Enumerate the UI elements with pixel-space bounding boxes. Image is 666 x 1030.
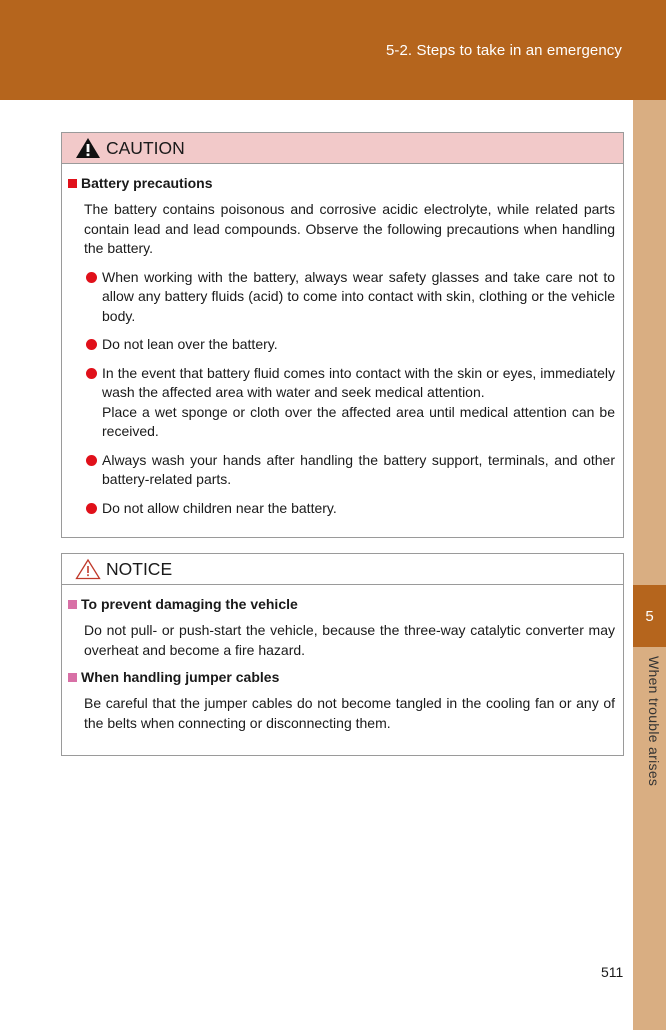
bullet-dot-icon	[86, 339, 97, 350]
bullet-dot-icon	[86, 503, 97, 514]
pink-square-icon	[68, 600, 77, 609]
bullet-text: When working with the battery, always wear safety glasses and take care not to allow any battery fluids (acid) to come into contact with skin, clothing or the vehicle body.	[102, 268, 615, 324]
warning-triangle-filled-icon	[75, 137, 101, 159]
section-title-text: When handling jumper cables	[81, 669, 280, 685]
page-header	[0, 0, 666, 100]
notice-heading: NOTICE	[106, 558, 173, 579]
battery-intro-paragraph: The battery contains poisonous and corrosive acidic electrolyte, while related parts contain lead and lead compounds. Observe the following precautions when handling the battery.	[84, 201, 615, 256]
bullet-text: Always wash your hands after handling the battery support, terminals, and other battery-related parts.	[102, 451, 615, 487]
section-breadcrumb: 5-2. Steps to take in an emergency	[385, 42, 622, 59]
notice-paragraph: Be careful that the jumper cables do not become tangled in the cooling fan or any of the belts when connecting or disconnecting them.	[84, 695, 615, 731]
notice-section-title	[68, 669, 623, 685]
battery-precautions-title	[68, 175, 623, 191]
bullet-dot-icon	[86, 368, 97, 379]
bullet-text: In the event that battery fluid comes into contact with the skin or eyes, immediately wash the affected area with water and seek medical attention.	[102, 364, 615, 400]
bullet-item	[68, 268, 623, 327]
notice-section-title	[68, 596, 623, 612]
bullet-text-continued: Place a wet sponge or cloth over the affected area until medical attention can be received.	[102, 403, 615, 439]
caution-header	[62, 133, 623, 164]
bullet-item	[68, 499, 623, 519]
caution-heading: CAUTION	[106, 137, 185, 158]
chapter-title: When trouble arises	[646, 656, 662, 787]
warning-triangle-outline-icon	[75, 558, 101, 580]
notice-body	[62, 585, 623, 733]
red-square-icon	[68, 179, 77, 188]
page-number: 511	[601, 964, 624, 980]
bullet-item	[68, 335, 623, 355]
caution-body	[62, 164, 623, 518]
bullet-text: Do not allow children near the battery.	[102, 499, 337, 516]
bullet-dot-icon	[86, 272, 97, 283]
bullet-item	[68, 451, 623, 490]
caution-box	[61, 132, 624, 538]
notice-paragraph: Do not pull- or push-start the vehicle, because the three-way catalytic converter may overheat and become a fire hazard.	[84, 622, 615, 658]
notice-box	[61, 553, 624, 756]
bullet-dot-icon	[86, 455, 97, 466]
section-title-text: To prevent damaging the vehicle	[81, 596, 298, 612]
chapter-sidebar	[633, 100, 666, 1030]
bullet-text: Do not lean over the battery.	[102, 336, 278, 352]
pink-square-icon	[68, 673, 77, 682]
chapter-tab[interactable]: 5	[633, 585, 666, 647]
section-title-text: Battery precautions	[81, 175, 213, 191]
notice-header	[62, 554, 623, 585]
bullet-item	[68, 364, 623, 442]
